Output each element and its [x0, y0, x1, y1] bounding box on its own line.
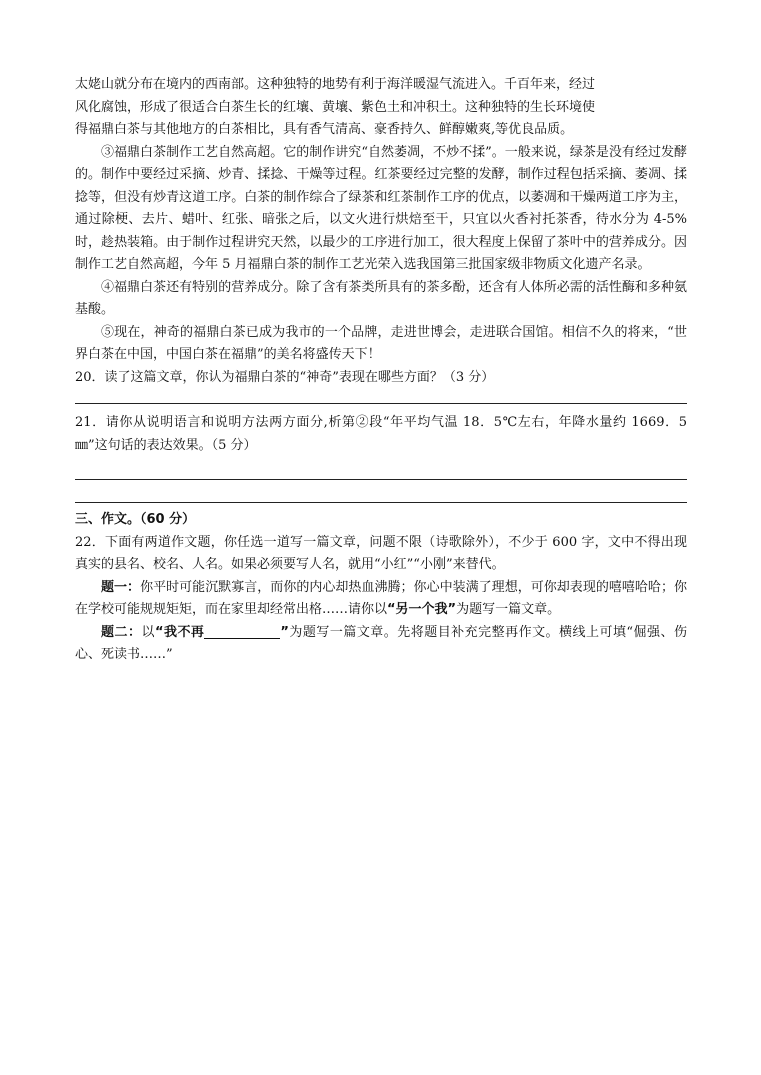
question-21: 21．请你从说明语言和说明方法两方面分,析第②段“年平均气温 18．5℃左右，年降水量约 1669．5㎜”这句话的表达效果。（5 分）	[75, 415, 687, 453]
topic-1-text-a: 你平时可能沉默寡言，而你的内心却热血沸腾；你心中装满了理想，可你却表现的嘻嘻哈哈；你在学校可能规规矩矩，而在家里却经常出格……请你以	[75, 579, 687, 617]
answer-line-21a[interactable]	[75, 457, 687, 480]
topic-2-text-b: 为题写一篇文章。先将题目补充完整再作文。横线上可填“倔强、伤心、死读书……”	[75, 624, 687, 662]
title-blank[interactable]	[204, 624, 280, 639]
topic-2-title-open: “我不再	[154, 624, 205, 640]
intro-line-3: 得福鼎白茶与其他地方的白茶相比，具有香气清高、豪香持久、鲜醇嫩爽,等优良品质。	[75, 122, 574, 137]
topic-1	[75, 577, 687, 622]
topic-1-label: 题一：	[101, 579, 141, 595]
section-heading-composition: 三、作文。（60 分）	[75, 512, 196, 527]
question-20: 20．读了这篇文章，你认为福鼎白茶的“神奇”表现在哪些方面？（3 分）	[75, 369, 495, 385]
exam-page	[75, 74, 687, 667]
intro-line-1: 太姥山就分布在境内的西南部。这种独特的地势有利于海洋暖湿气流进入。千百年来，经过	[75, 77, 596, 92]
topic-1-title: “另一个我”	[387, 602, 457, 617]
intro-line-2: 风化腐蚀，形成了很适合白茶生长的红壤、黄壤、紫色土和冲积土。这种独特的生长环境使	[75, 99, 596, 115]
topic-2	[75, 622, 687, 667]
paragraph-3: ③福鼎白茶制作工艺自然高超。它的制作讲究“自然萎凋，不炒不揉”。一般来说，绿茶是没有经过发酵的。制作中要经过采摘、炒青、揉捻、干燥等过程。红茶要经过完整的发酵，制作过程包括采摘、萎凋、揉捻等，但没有炒青这道工序。白茶的制作综合了绿茶和红茶制作工序的优点，以萎凋和干燥两道工序为主，通过除梗、去片、蜡叶、红张、暗张之后，以文火进行烘焙至干，只宜以火香衬托茶香，待水分为 4-5%时，趁热装箱。由于制作过程讲究天然，以最少的工序进行加工，很大程度上保留了茶叶中的营养成分。因制作工艺自然高超，今年 5 月福鼎白茶的制作工艺光荣入选我国第三批国家级非物质文化遗产名录。	[75, 144, 687, 272]
paragraph-5: ⑤现在，神奇的福鼎白茶已成为我市的一个品牌，走进世博会，走进联合国馆。相信不久的将来，“世界白茶在中国，中国白茶在福鼎”的美名将盛传天下！	[75, 324, 687, 362]
question-22: 22．下面有两道作文题，你任选一道写一篇文章，问题不限（诗歌除外），不少于 600 字，文中不得出现真实的县名、校名、人名。如果必须要写人名，就用“小红”“小刚”来替代。	[75, 534, 687, 572]
topic-1-text-b: 为题写一篇文章。	[456, 602, 561, 617]
topic-2-label: 题二：	[101, 624, 142, 640]
paragraph-4: ④福鼎白茶还有特别的营养成分。除了含有茶类所具有的茶多酚，还含有人体所必需的活性酶和多种氨基酸。	[75, 279, 687, 317]
answer-line-21b[interactable]	[75, 480, 687, 503]
answer-line-20[interactable]	[75, 389, 687, 404]
topic-2-title-close: ”	[280, 624, 289, 640]
topic-2-text-a: 以	[141, 624, 155, 640]
